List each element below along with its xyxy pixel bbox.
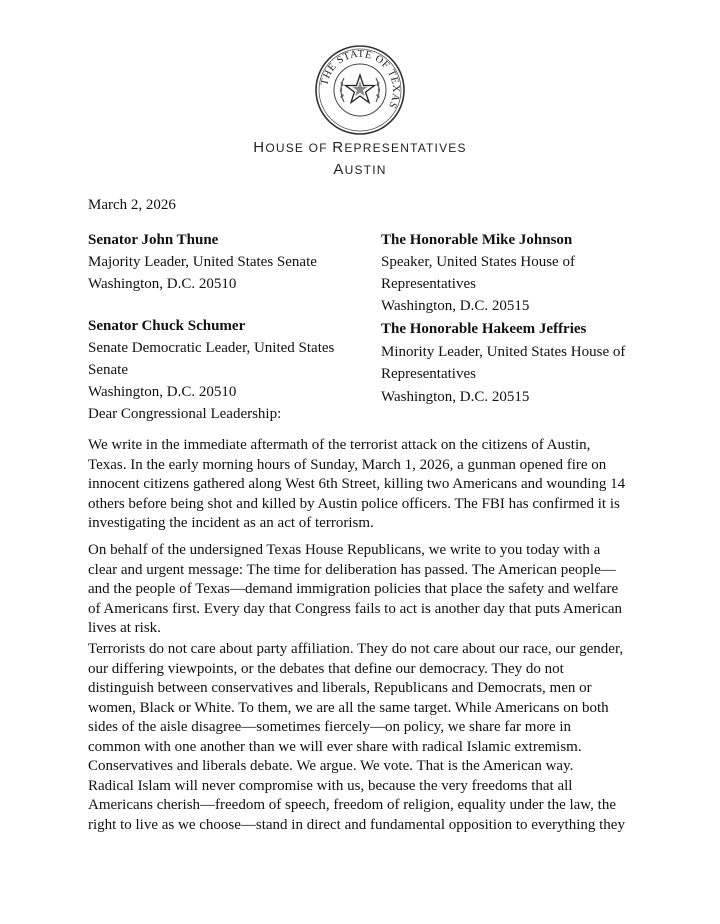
- addressee-line: Majority Leader, United States Senate: [88, 254, 317, 270]
- paragraph-line: and the people of Texas—demand immigration policies that place the safety and welfare: [88, 581, 619, 597]
- paragraph-line: Terrorists do not care about party affiliation. They do not care about our race, our gender,: [88, 641, 624, 657]
- addressee-line: Speaker, United States House of: [381, 254, 575, 270]
- addressee-line: Representatives: [381, 276, 476, 292]
- paragraph-line: others before being shot and killed by Austin police officers. The FBI has confirmed it is: [88, 495, 620, 512]
- paragraph-line: right to live as we choose—stand in direct and fundamental opposition to everything they: [88, 816, 625, 833]
- paragraph-line: investigating the incident as an act of terrorism.: [88, 515, 374, 531]
- svg-text:THE STATE OF TEXAS: [319, 49, 401, 110]
- body-paragraph: [88, 436, 648, 534]
- paragraph-line: innocent citizens gathered along West 6th Street, killing two Americans and wounding 14: [88, 476, 626, 492]
- addressee-block: [88, 229, 358, 295]
- addressee-block: [381, 229, 681, 317]
- addressee-name: Senator Chuck Schumer: [88, 318, 246, 334]
- addressee-name: Senator John Thune: [88, 232, 219, 248]
- letterhead-house: HOUSE OF REPRESENTATIVES: [253, 139, 467, 156]
- paragraph-line: women, Black or White. To them, we are all the same target. While Americans on both: [88, 699, 609, 716]
- paragraph-line: sides of the aisle disagree—sometimes fiercely—on policy, we share far more in: [88, 719, 572, 735]
- paragraph-line: our differing viewpoints, or the debates that define our democracy. They do not: [88, 660, 564, 677]
- addressee-name: The Honorable Hakeem Jeffries: [381, 321, 587, 337]
- letter-date: March 2, 2026: [88, 197, 176, 213]
- addressee-name: The Honorable Mike Johnson: [381, 232, 573, 248]
- seal-ring-text: THE STATE OF TEXAS: [319, 48, 402, 111]
- addressee-line: Minority Leader, United States House of: [381, 343, 626, 360]
- addressee-line: Senate Democratic Leader, United States: [88, 340, 335, 356]
- addressee-line: Representatives: [381, 366, 476, 382]
- addressee-line: Washington, D.C. 20515: [381, 388, 530, 405]
- paragraph-line: Conservatives and liberals debate. We argue. We vote. That is the American way.: [88, 758, 574, 774]
- paragraph-line: Americans cherish—freedom of speech, freedom of religion, equality under the law, the: [88, 797, 616, 813]
- addressee-block: [381, 318, 681, 408]
- paragraph-line: lives at risk.: [88, 620, 161, 636]
- paragraph-line: distinguish between conservatives and liberals, Republicans and Democrats, men or: [88, 680, 592, 696]
- texas-state-seal: [314, 44, 406, 136]
- addressee-block: [88, 315, 358, 403]
- addressee-line: Washington, D.C. 20515: [381, 298, 530, 314]
- paragraph-line: On behalf of the undersigned Texas House Republicans, we write to you today with a: [88, 542, 601, 558]
- salutation: Dear Congressional Leadership:: [88, 406, 282, 422]
- paragraph-line: common with one another than we will ever share with radical Islamic extremism.: [88, 738, 582, 755]
- letterhead-city: AUSTIN: [333, 161, 387, 178]
- paragraph-line: Texas. In the early morning hours of Sunday, March 1, 2026, a gunman opened fire on: [88, 456, 607, 473]
- paragraph-line: of Americans first. Every day that Congress fails to act is another day that puts American: [88, 600, 623, 617]
- addressee-line: Senate: [88, 362, 128, 378]
- paragraph-line: Radical Islam will never compromise with us, because the very freedoms that all: [88, 777, 573, 794]
- addressee-line: Washington, D.C. 20510: [88, 276, 237, 292]
- addressee-line: Washington, D.C. 20510: [88, 384, 237, 400]
- paragraph-line: We write in the immediate aftermath of the terrorist attack on the citizens of Austin,: [88, 437, 591, 453]
- paragraph-line: clear and urgent message: The time for deliberation has passed. The American people—: [88, 561, 616, 578]
- body-paragraph: [88, 541, 648, 639]
- body-paragraph: [88, 640, 648, 835]
